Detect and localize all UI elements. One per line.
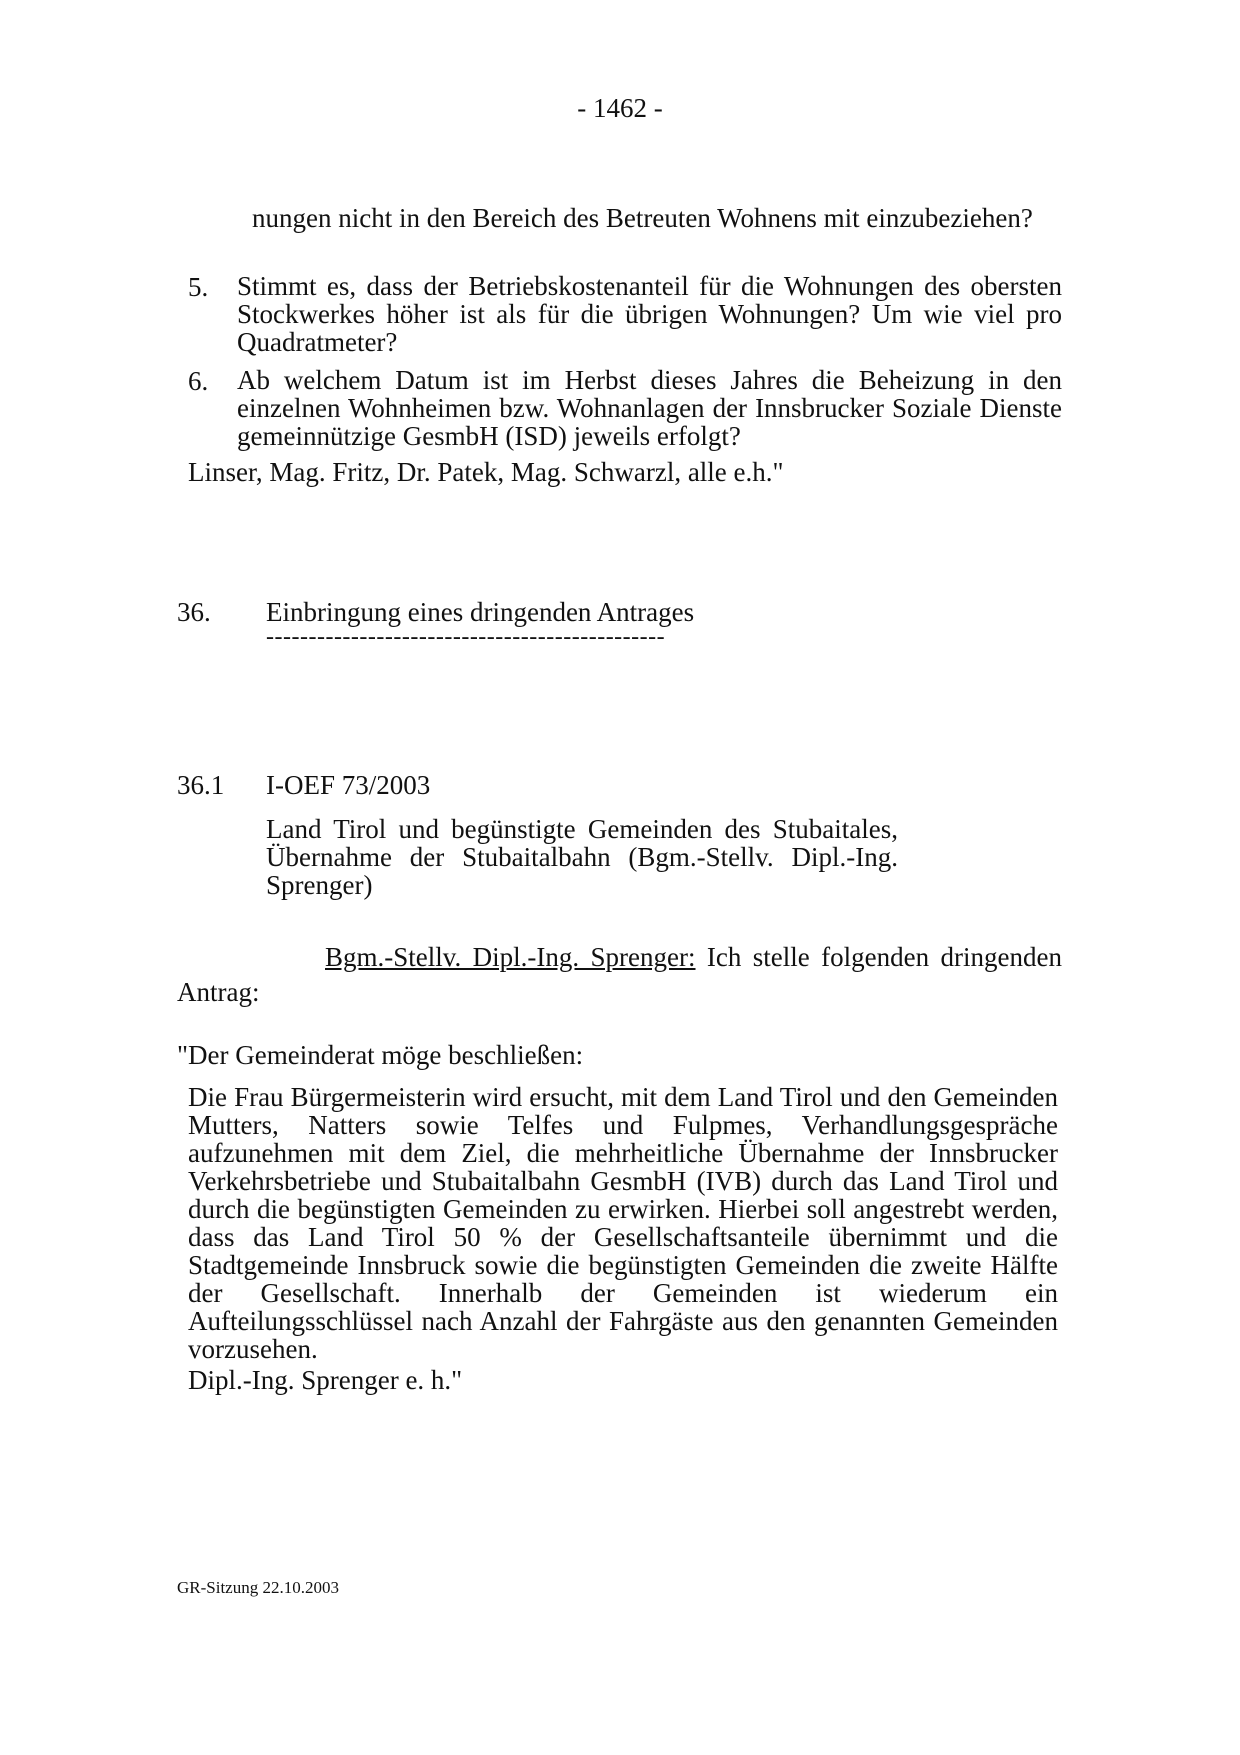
question-signatures: Linser, Mag. Fritz, Dr. Patek, Mag. Schwarzl, alle e.h." [188, 457, 784, 487]
page-number: - 1462 - [577, 93, 663, 123]
speech-paragraph [177, 940, 1062, 1010]
footer-session-date: GR-Sitzung 22.10.2003 [177, 1578, 339, 1597]
motion-signature: Dipl.-Ing. Sprenger e. h." [188, 1365, 463, 1395]
question-5-text: Stimmt es, dass der Betriebskostenanteil für die Wohnungen des obersten Stockwerkes höher ist als für die übrigen Wohnungen? Um wie viel pro Quadratmeter? [237, 271, 1062, 357]
question-continuation: nungen nicht in den Bereich des Betreuten Wohnens mit einzubeziehen? [252, 203, 1033, 233]
section-36-underline: ----------------------------------------------- [266, 624, 666, 650]
section-36-1-code: I-OEF 73/2003 [266, 770, 431, 800]
question-6-text: Ab welchem Datum ist im Herbst dieses Jahres die Beheizung in den einzelnen Wohnheimen bzw. Wohnanlagen der Innsbrucker Soziale Dienste gemeinnützige GesmbH (ISD) jeweils erfolgt? [237, 365, 1062, 451]
question-5-number: 5. [188, 272, 209, 302]
speech-text: Ich stelle folgenden dringenden Antrag: [177, 942, 1062, 1007]
section-36-number: 36. [177, 597, 211, 627]
motion-intro: "Der Gemeinderat möge beschließen: [177, 1040, 584, 1070]
question-6-number: 6. [188, 366, 209, 396]
section-36-1-number: 36.1 [177, 770, 225, 800]
motion-text: Die Frau Bürgermeisterin wird ersucht, mit dem Land Tirol und den Gemeinden Mutters, Natters sowie Telfes und Fulpmes, Verhandlungsgespräche aufzunehmen mit dem Ziel, die mehrheitliche Übernahme der Innsbrucker Verkehrsbetriebe und Stubaitalbahn GesmbH (IVB) durch das Land Tirol und durch die begünstigten Gemeinden zu erwirken. Hierbei soll angestrebt werden, dass das Land Tirol 50 % der Gesellschaftsanteile übernimmt und die Stadtgemeinde Innsbruck sowie die begünstigten Gemeinden die zweite Hälfte der Gesellschaft. Innerhalb der Gemeinden ist wiederum ein Aufteilungsschlüssel nach Anzahl der Fahrgäste aus den genannten Gemeinden vorzusehen. [188, 1082, 1058, 1364]
section-36-title: Einbringung eines dringenden Antrages [266, 597, 695, 627]
section-36-1-subject: Land Tirol und begünstigte Gemeinden des Stubaitales, Übernahme der Stubaitalbahn (Bgm.-Stellv. Dipl.-Ing. Sprenger) [266, 814, 898, 900]
speaker-name: Bgm.-Stellv. Dipl.-Ing. Sprenger: [325, 942, 696, 972]
